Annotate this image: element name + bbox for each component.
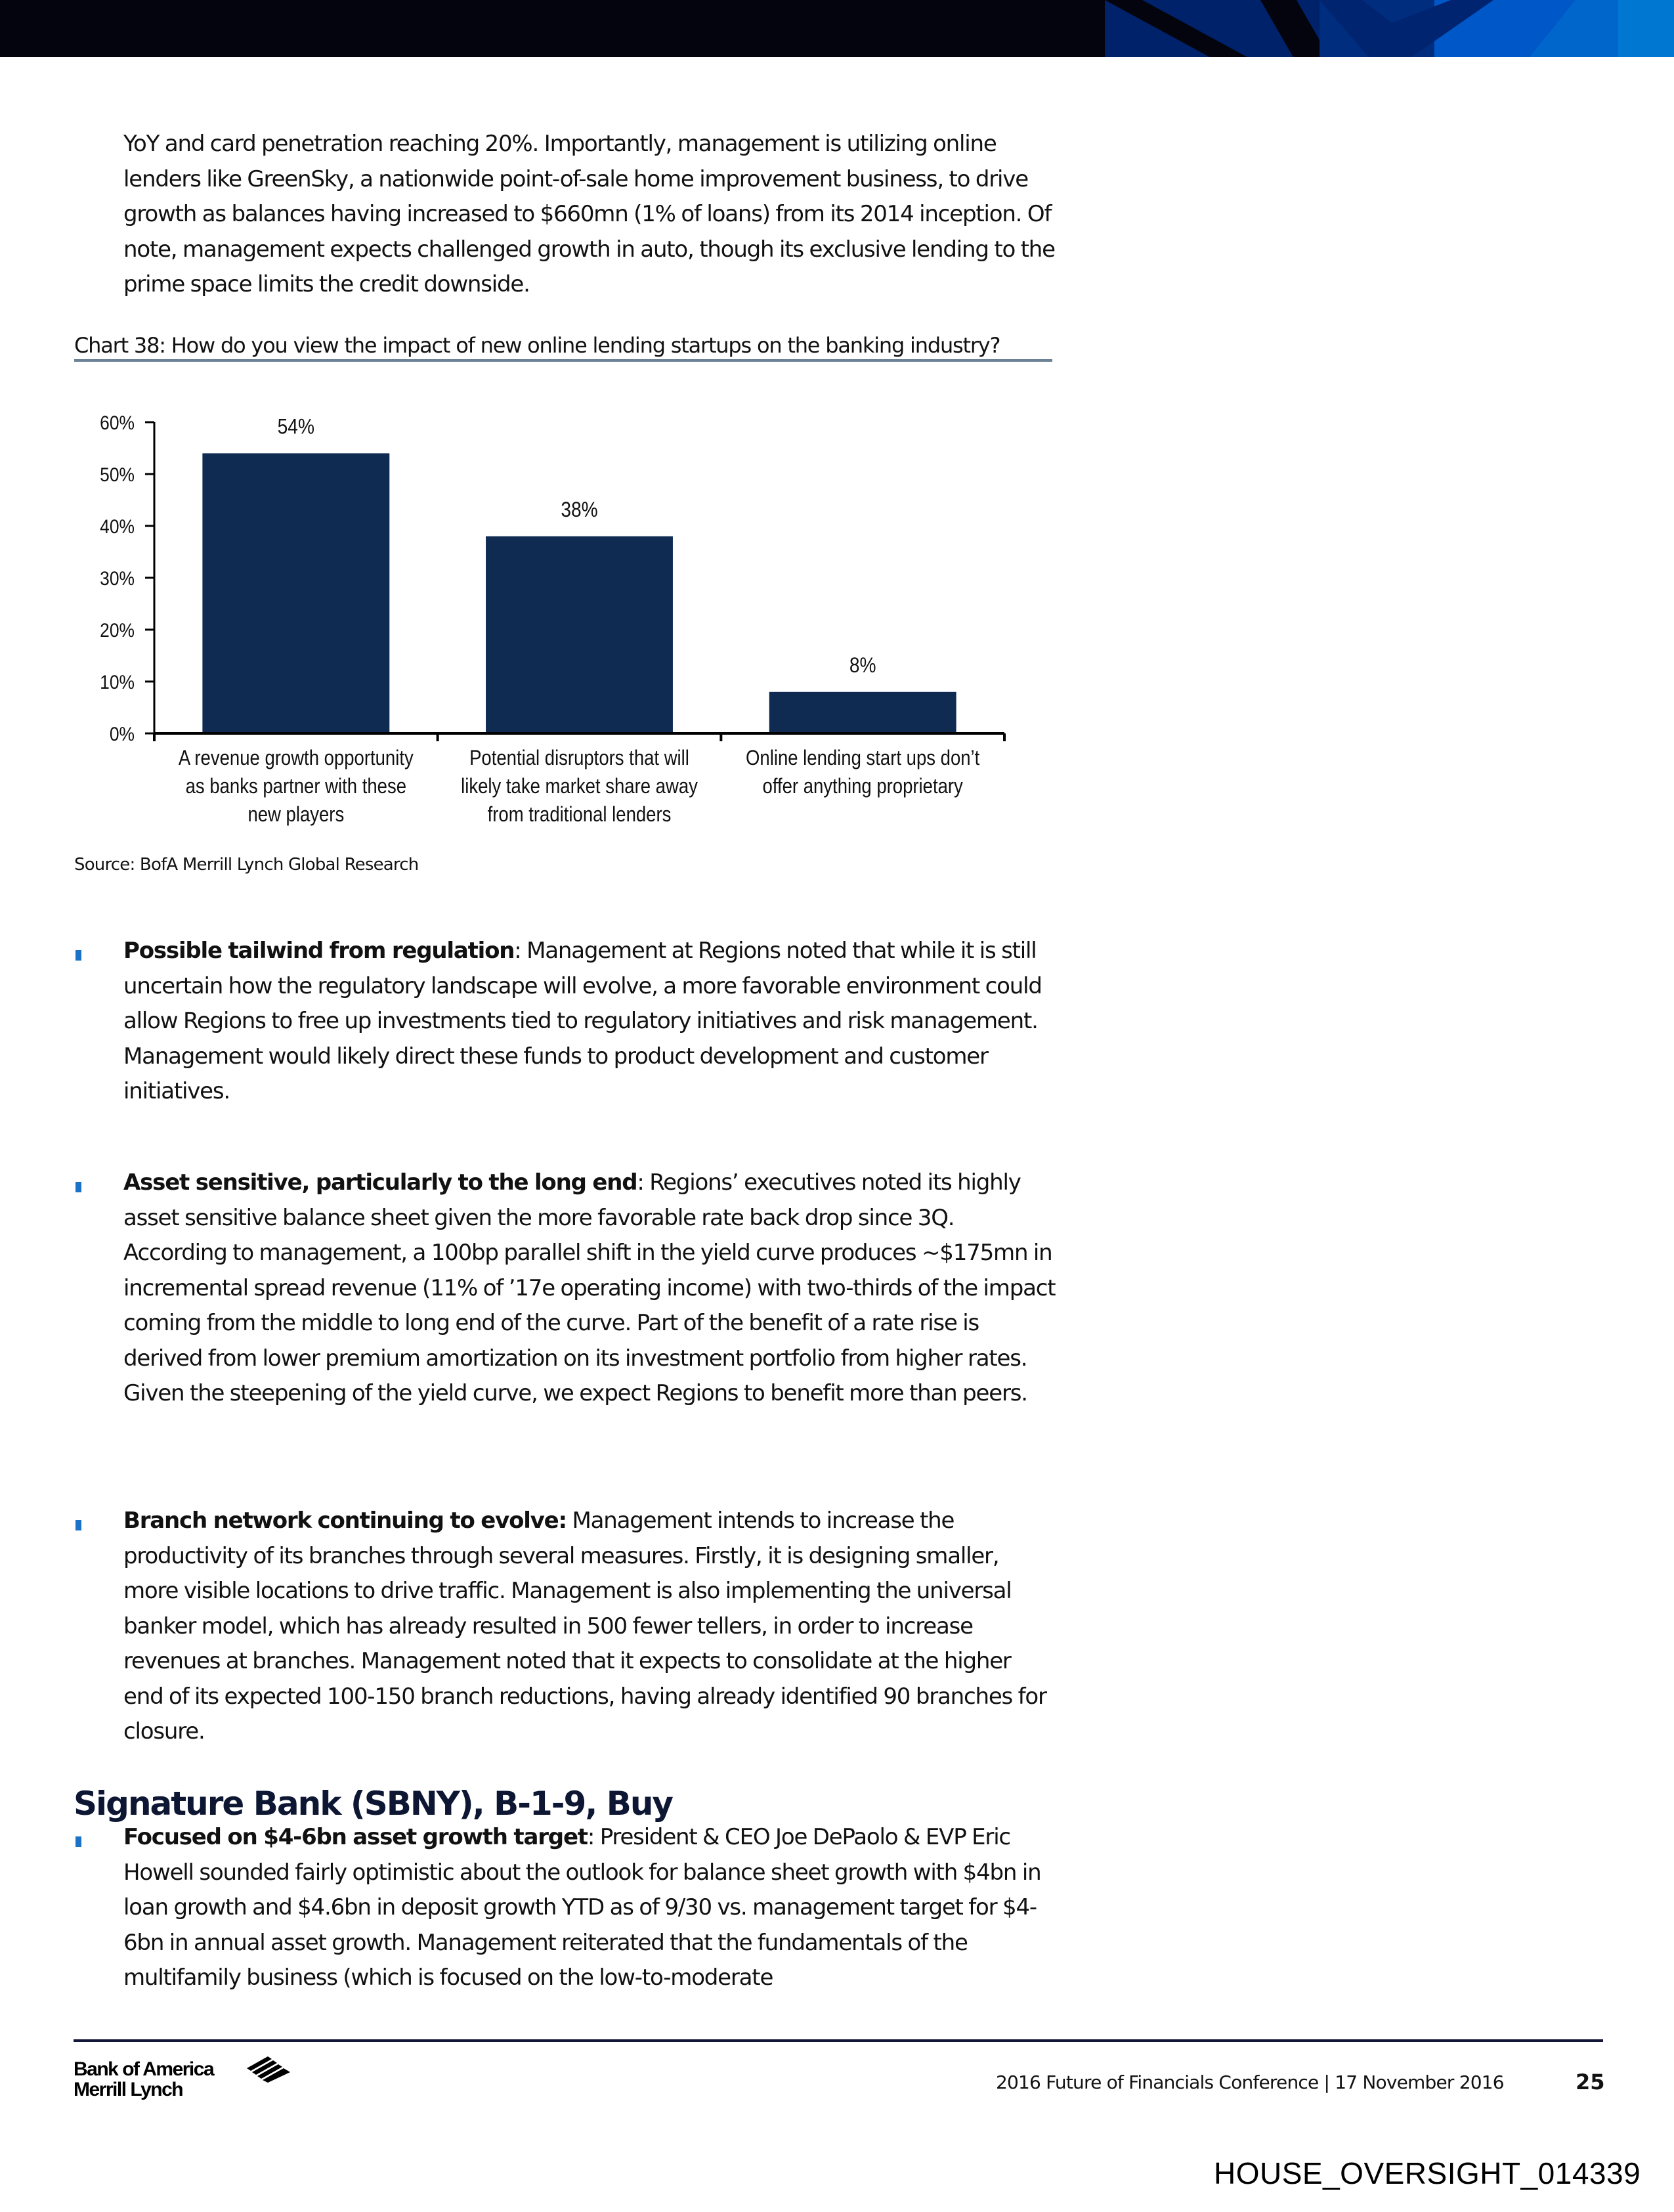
chart-title: Chart 38: How do you view the impact of new online lending startups on the banking industry? (74, 332, 1052, 362)
x-category-label-line: from traditional lenders (487, 803, 672, 827)
bar (769, 692, 956, 733)
header-light-panel (1618, 0, 1674, 57)
bar (486, 536, 673, 733)
y-tick-label: 60% (100, 411, 135, 434)
bullet-marker (75, 1182, 81, 1192)
logo-line-2: Merrill Lynch (74, 2079, 183, 2100)
chart-source: Source: BofA Merrill Lynch Global Research (74, 855, 419, 875)
y-tick-label: 40% (100, 515, 135, 538)
bar-data-label: 38% (561, 498, 598, 522)
x-category-label-line: A revenue growth opportunity (178, 747, 414, 770)
bullet-text: Management intends to increase the productivity of its branches through several measures. Firstly, it is designing smaller, more visible locations to drive traffic. Management is also implementing the universal banker model, which has already resulted in 500 fewer tellers, in order to increase revenues at branches. Management noted that it expects to consolidate at the higher end of its expected 100-150 branch reductions, having already identified 90 branches for closure. (123, 1507, 1046, 1745)
header-banner (0, 0, 1674, 57)
y-tick-label: 10% (100, 670, 135, 693)
x-category-label-line: offer anything proprietary (762, 775, 963, 798)
bullet-heading: Possible tailwind from regulation (123, 938, 515, 964)
bar (202, 453, 389, 733)
bullet-heading: Focused on $4-6bn asset growth target (123, 1824, 588, 1850)
x-category-label-line: Potential disruptors that will (469, 747, 689, 770)
company-logo (74, 2059, 213, 2100)
bullet-asset-growth (123, 1820, 1056, 1996)
bullet-regulation (123, 934, 1056, 1110)
bullet-marker (75, 1836, 81, 1847)
bates-number: HOUSE_OVERSIGHT_014339 (1214, 2156, 1641, 2190)
footer-divider (74, 2039, 1603, 2042)
bar-chart (66, 394, 1050, 840)
bullet-text: : Management at Regions noted that while it is still uncertain how the regulatory landscape will evolve, a more favorable environment could allow Regions to free up investments tied to regulatory initiatives and risk management. Management would likely direct these funds to product development and customer initiatives. (123, 938, 1042, 1104)
bullet-text: : Regions’ executives noted its highly asset sensitive balance sheet given the more favorable rate back drop since 3Q. According to management, a 100bp parallel shift in the yield curve produces ~$175mn in incremental spread revenue (11% of ’17e operating income) with two-thirds of the impact coming from the middle to long end of the curve. Part of the benefit of a rate rise is derived from lower premium amortization on its investment portfolio from higher rates. Given the steepening of the yield curve, we expect Regions to benefit more than peers. (123, 1169, 1056, 1406)
header-graphic (0, 0, 1674, 57)
x-category-label-line: as banks partner with these (185, 775, 407, 798)
intro-paragraph: YoY and card penetration reaching 20%. Importantly, management is utilizing online lenders like GreenSky, a nationwide point-of-sale home improvement business, to drive growth as balances having increased to $660mn (1% of loans) from its 2014 inception. Of note, management expects challenged growth in auto, though its exclusive lending to the prime space limits the credit downside. (123, 131, 1055, 297)
bullet-branch-network (123, 1504, 1056, 1750)
bullet-text: : President & CEO Joe DePaolo & EVP Eric Howell sounded fairly optimistic about the outlook for balance sheet growth with $4bn in loan growth and $4.6bn in deposit growth YTD as of 9/30 vs. management target for $4-6bn in annual asset growth. Management reiterated that the fundamentals of the multifamily business (which is focused on the low-to-moderate (123, 1824, 1041, 1991)
logo-line-1: Bank of America (74, 2058, 214, 2080)
bullet-heading: Branch network continuing to evolve: (123, 1507, 567, 1534)
x-category-label (179, 747, 414, 826)
x-category-label-line: likely take market share away (461, 775, 698, 798)
x-axis (154, 733, 1004, 827)
y-tick-label: 50% (100, 463, 135, 486)
bullet-marker (75, 950, 81, 961)
y-tick-label: 20% (100, 618, 135, 641)
bullet-asset-sensitive (123, 1165, 1056, 1412)
x-category-label-line: Online lending start ups don’t (746, 747, 980, 770)
bars (202, 416, 956, 733)
footer-conference: 2016 Future of Financials Conference | 17 November 2016 (996, 2071, 1504, 2093)
flag-logo-icon (242, 2054, 294, 2084)
bar-data-label: 8% (849, 654, 876, 678)
x-category-label-line: new players (247, 803, 345, 827)
bullet-heading: Asset sensitive, particularly to the long end (123, 1169, 637, 1196)
x-category-label (746, 747, 980, 798)
x-category-label (461, 747, 698, 826)
section-heading: Signature Bank (SBNY), B-1-9, Buy (74, 1785, 673, 1823)
bar-data-label: 54% (277, 415, 315, 439)
y-tick-label: 0% (109, 722, 135, 745)
page-number: 25 (1576, 2070, 1605, 2094)
y-tick-label: 30% (100, 567, 135, 590)
y-axis (100, 411, 154, 745)
bullet-marker (75, 1520, 81, 1530)
